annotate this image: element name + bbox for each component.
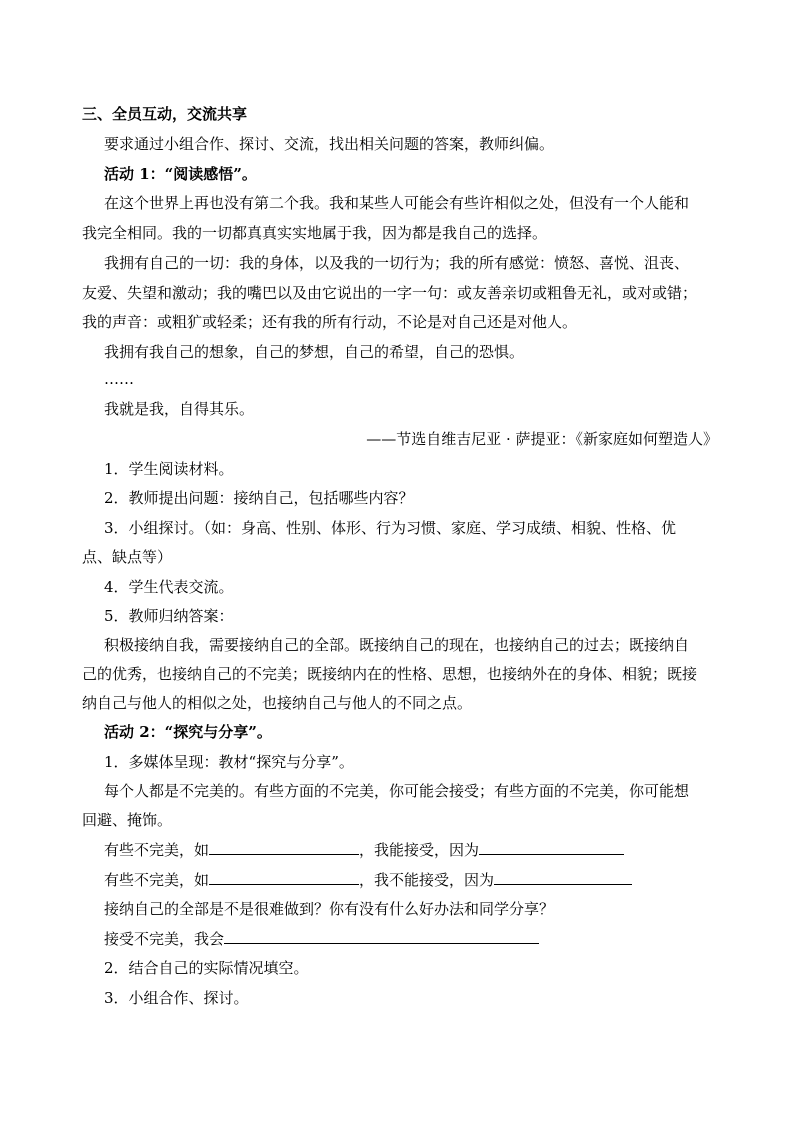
step-1: 1．学生阅读材料。 xyxy=(104,460,234,478)
activity2-step-3: 3．小组合作、探讨。 xyxy=(104,989,249,1007)
activity2-text-cont: 回避、掩饰。 xyxy=(82,811,173,829)
step-4: 4．学生代表交流。 xyxy=(104,578,234,596)
fill-in-blank[interactable] xyxy=(209,840,359,855)
activity2-question: 接纳自己的全部是不是很难做到？你有没有什么好办法和同学分享？ xyxy=(104,900,555,918)
fill-in-line-1 xyxy=(104,840,624,860)
reading-source: ——节选自维吉尼亚 · 萨提亚：《新家庭如何塑造人》 xyxy=(366,430,718,448)
fill-in-line-3 xyxy=(104,929,539,949)
section-intro: 要求通过小组合作、探讨、交流，找出相关问题的答案，教师纠偏。 xyxy=(104,135,555,153)
activity2-title: 活动 2：“探究与分享”。 xyxy=(104,723,272,741)
fill-in-prefix: 有些不完美，如 xyxy=(104,871,210,889)
activity2-step-1: 1．多媒体呈现：教材“探究与分享”。 xyxy=(104,753,354,771)
activity2-step-2: 2．结合自己的实际情况填空。 xyxy=(104,959,309,977)
fill-in-blank[interactable] xyxy=(209,870,359,885)
fill-in-middle: ，我不能接受，因为 xyxy=(359,871,495,889)
reading-paragraph-2-cont: 友爱、失望和激动；我的嘴巴以及由它说出的一字一句：或友善亲切或粗鲁无礼，或对或错； xyxy=(82,284,698,302)
answer-paragraph-cont: 己的优秀，也接纳自己的不完美；既接纳内在的性格、思想，也接纳外在的身体、相貌；既接 xyxy=(82,665,698,683)
activity1-title: 活动 1：“阅读感悟”。 xyxy=(104,165,257,183)
reading-paragraph-4: 我就是我，自得其乐。 xyxy=(104,400,255,418)
step-3-cont: 点、缺点等） xyxy=(82,548,173,566)
reading-paragraph-1: 在这个世界上再也没有第二个我。我和某些人可能会有些许相似之处，但没有一个人能和 xyxy=(104,194,690,212)
answer-paragraph-cont: 纳自己与他人的相似之处，也接纳自己与他人的不同之点。 xyxy=(82,694,473,712)
fill-in-middle: ，我能接受，因为 xyxy=(359,841,480,859)
activity2-text: 每个人都是不完美的。有些方面的不完美，你可能会接受；有些方面的不完美，你可能想 xyxy=(104,782,690,800)
reading-paragraph-2: 我拥有自己的一切：我的身体，以及我的一切行为；我的所有感觉：愤怒、喜悦、沮丧、 xyxy=(104,254,690,272)
fill-in-blank[interactable] xyxy=(224,929,539,944)
step-2: 2．教师提出问题：接纳自己，包括哪些内容？ xyxy=(104,489,414,507)
step-5: 5．教师归纳答案： xyxy=(104,607,234,625)
fill-in-prefix: 接受不完美，我会 xyxy=(104,930,225,948)
reading-paragraph-3: 我拥有我自己的想象，自己的梦想，自己的希望，自己的恐惧。 xyxy=(104,343,525,361)
reading-paragraph-1-cont: 我完全相同。我的一切都真真实实地属于我，因为都是我自己的选择。 xyxy=(82,224,548,242)
reading-ellipsis: …… xyxy=(104,370,134,388)
fill-in-line-2 xyxy=(104,870,632,890)
fill-in-blank[interactable] xyxy=(479,840,624,855)
fill-in-blank[interactable] xyxy=(494,870,632,885)
reading-paragraph-2-cont: 我的声音：或粗犷或轻柔；还有我的所有行动，不论是对自己还是对他人。 xyxy=(82,313,578,331)
answer-paragraph: 积极接纳自我，需要接纳自己的全部。既接纳自己的现在，也接纳自己的过去；既接纳自 xyxy=(104,636,690,654)
section-heading: 三、全员互动，交流共享 xyxy=(82,105,248,123)
step-3: 3．小组探讨。（如：身高、性别、体形、行为习惯、家庭、学习成绩、相貌、性格、优 xyxy=(104,519,677,537)
fill-in-prefix: 有些不完美，如 xyxy=(104,841,210,859)
